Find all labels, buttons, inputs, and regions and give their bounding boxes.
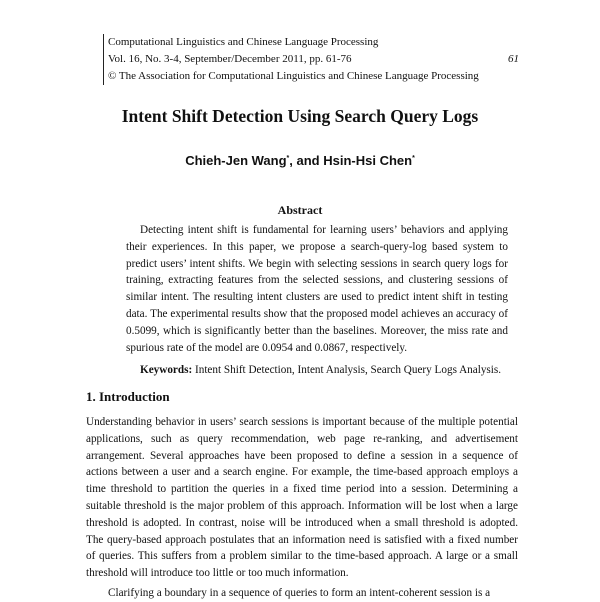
page-number: 61: [508, 53, 519, 65]
abstract-text: Detecting intent shift is fundamental for learning users’ behaviors and applying their experiences. In this paper, we propose a search-query-log based system to predict users’ intent shifts. We begin with selecting sessions in search query logs for training, extracting features from the selected sessions, and clustering sessions of similar intent. The resulting intent clusters are used to predict intent shift in testing data. The experimental results show that the proposed model achieves an accuracy of 0.5099, which is significantly better than the baselines. Moreover, the miss rate and spurious rate of the model are 0.0954 and 0.0867, respectively.: [126, 224, 508, 354]
abstract-heading: Abstract: [277, 203, 323, 217]
body-paragraph: Clarifying a boundary in a sequence of queries to form an intent-coherent session is a: [108, 587, 491, 599]
section-heading: 1. Introduction: [86, 389, 170, 404]
affiliation-mark: *: [286, 155, 290, 162]
keywords-text: Intent Shift Detection, Intent Analysis, Search Query Logs Analysis.: [192, 364, 502, 376]
paper-title: Intent Shift Detection Using Search Query Logs: [121, 106, 479, 126]
body-paragraph: Understanding behavior in users’ search sessions is important because of the multiple potential applications, such as query recommendation, web page re-ranking, and advertisement arrangement. Several approaches have been proposed to define a session in a sequence of actions between a user and a search engine. For example, the time-based approach employs a time threshold to partition the queries in a fixed time period into a session. Determining a suitable threshold is the major problem of this approach. Information will be lost when a large threshold is adopted. In contrast, noise will be introduced when a small threshold is adopted. The query-based approach postulates that an information need is satisfied with a fixed number of queries. This suffers from a problem similar to the time-based approach. A large or a small threshold will introduce too little or too much information.: [86, 416, 518, 580]
keywords-label: Keywords:: [140, 364, 193, 376]
journal-name: Computational Linguistics and Chinese Language Processing: [108, 36, 379, 48]
journal-header: [103, 34, 528, 85]
journal-volume-line: [108, 51, 528, 68]
journal-volume: Vol. 16, No. 3-4, September/December 2011, pp. 61-76: [108, 53, 352, 65]
keywords-line: [140, 364, 520, 376]
authors-line: [0, 153, 600, 168]
author-name: Chieh-Jen Wang: [185, 153, 287, 168]
copyright-line: © The Association for Computational Linguistics and Chinese Language Processing: [108, 70, 479, 82]
affiliation-mark: *: [412, 155, 415, 162]
author-separator: , and: [289, 153, 324, 168]
author-name: Hsin-Hsi Chen: [323, 153, 413, 168]
